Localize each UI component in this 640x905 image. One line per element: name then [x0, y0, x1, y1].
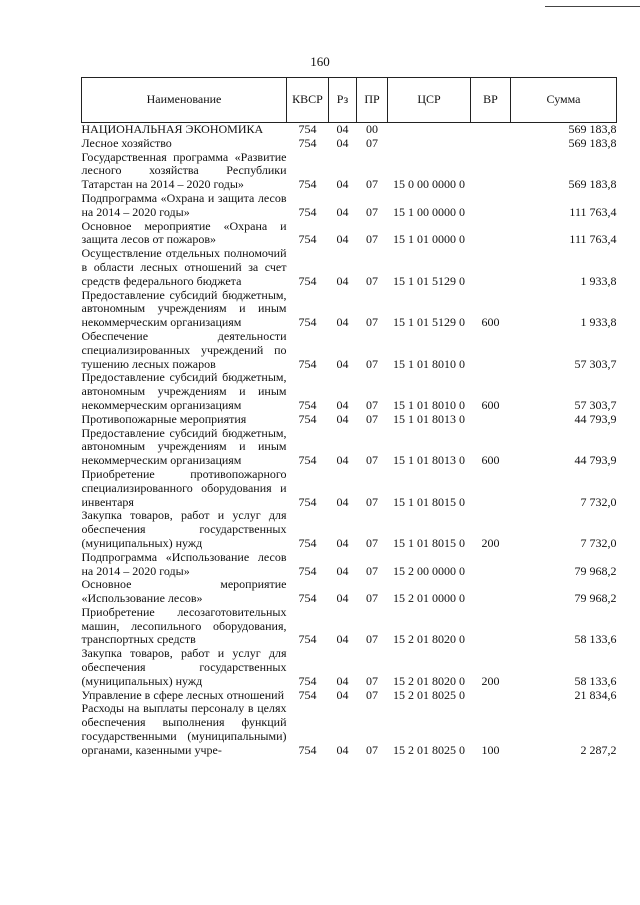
table-header-row	[82, 78, 617, 123]
cell-kvsr: 754	[298, 273, 317, 288]
cell-kvsr: 754	[298, 494, 317, 509]
cell-name: Противопожарные мероприятия	[81, 411, 247, 426]
cell-kvsr: 754	[298, 742, 317, 757]
cell-name: НАЦИОНАЛЬНАЯ ЭКОНОМИКА	[81, 122, 264, 136]
cell-name: Предоставление субсидий бюджетным, автономным учреждениям и иным некоммерческим организациям	[81, 287, 287, 330]
page-number: 160	[310, 54, 330, 69]
cell-name: Обеспечение деятельности специализированных учреждений по тушению лесных пожаров	[81, 328, 287, 371]
cell-csr: 15 1 01 8010 0	[393, 356, 465, 371]
cell-vr: 200	[481, 535, 500, 550]
cell-vr	[471, 689, 511, 703]
cell-pr: 07	[366, 742, 378, 757]
cell-csr: 15 2 01 8025 0	[393, 687, 465, 702]
cell-sum: 111 763,4	[569, 232, 617, 247]
cell-name: Государственная программа «Развитие лесного хозяйства Республики Татарстан на 2014 – 2020 годы»	[81, 149, 287, 192]
cell-sum: 569 183,8	[568, 122, 617, 136]
table-row	[82, 689, 617, 703]
cell-kvsr: 754	[298, 687, 317, 702]
cell-csr: 15 1 01 8013 0	[393, 411, 465, 426]
cell-rz: 04	[336, 122, 349, 136]
cell-vr	[471, 578, 511, 606]
cell-vr	[471, 247, 511, 288]
cell-vr: 100	[481, 742, 500, 757]
cell-rz: 04	[336, 397, 349, 412]
table-row	[82, 702, 617, 757]
cell-kvsr: 754	[298, 397, 317, 412]
cell-sum: 111 763,4	[569, 204, 617, 219]
cell-pr: 07	[366, 315, 378, 330]
top-edge-line	[545, 6, 640, 7]
cell-sum: 2 287,2	[580, 742, 617, 757]
table-row	[82, 427, 617, 468]
cell-vr	[471, 123, 511, 137]
cell-vr	[471, 137, 511, 151]
cell-rz: 04	[336, 563, 349, 578]
cell-rz: 04	[336, 411, 349, 426]
cell-sum: 21 834,6	[574, 687, 617, 702]
cell-pr: 07	[366, 673, 378, 688]
cell-name: Подпрограмма «Охрана и защита лесов на 2014 – 2020 годы»	[81, 190, 287, 219]
cell-pr: 07	[366, 411, 378, 426]
cell-csr: 15 1 00 0000 0	[393, 204, 465, 219]
cell-csr	[388, 137, 471, 151]
header-pr: ПР	[357, 78, 388, 123]
cell-vr: 600	[481, 453, 500, 468]
cell-name: Основное мероприятие «Использование лесов»	[81, 577, 287, 606]
cell-kvsr: 754	[298, 632, 317, 647]
cell-rz: 04	[336, 232, 349, 247]
header-sum: Сумма	[511, 78, 617, 123]
cell-pr: 07	[366, 273, 378, 288]
cell-vr	[471, 551, 511, 579]
cell-sum: 569 183,8	[568, 135, 617, 150]
cell-sum: 1 933,8	[580, 315, 617, 330]
table-row	[82, 123, 617, 137]
header-name: Наименование	[82, 78, 287, 123]
cell-vr	[471, 192, 511, 220]
table-row	[82, 192, 617, 220]
cell-vr: 600	[481, 397, 500, 412]
cell-vr	[471, 220, 511, 248]
cell-sum: 1 933,8	[580, 273, 617, 288]
cell-pr: 07	[366, 204, 378, 219]
cell-pr: 07	[366, 453, 378, 468]
cell-sum: 57 303,7	[574, 356, 617, 371]
cell-vr: 200	[481, 673, 500, 688]
table-row	[82, 247, 617, 288]
budget-table	[81, 77, 617, 758]
cell-pr: 07	[366, 591, 378, 606]
cell-name: Лесное хозяйство	[81, 135, 172, 150]
cell-pr: 07	[366, 135, 378, 150]
cell-csr: 15 1 01 5129 0	[393, 315, 465, 330]
cell-vr	[471, 468, 511, 509]
cell-csr	[388, 123, 471, 137]
cell-rz: 04	[336, 494, 349, 509]
cell-csr: 15 1 01 8015 0	[393, 535, 465, 550]
cell-pr: 07	[366, 177, 378, 192]
cell-vr	[471, 151, 511, 192]
cell-name: Расходы на выплаты персоналу в целях обеспечения выполнения функций государственными (муниципальными) органами, казенными учре-	[81, 701, 287, 757]
cell-csr: 15 2 01 0000 0	[393, 591, 465, 606]
cell-sum: 79 968,2	[574, 563, 617, 578]
cell-rz: 04	[336, 315, 349, 330]
cell-name: Управление в сфере лесных отношений	[81, 687, 285, 702]
table-row	[82, 551, 617, 579]
table-row	[82, 647, 617, 688]
cell-rz: 04	[336, 673, 349, 688]
table-row	[82, 413, 617, 427]
cell-pr: 07	[366, 494, 378, 509]
cell-pr: 07	[366, 356, 378, 371]
table-row	[82, 137, 617, 151]
cell-kvsr: 754	[298, 563, 317, 578]
cell-rz: 04	[336, 135, 349, 150]
table-row	[82, 509, 617, 550]
cell-pr: 07	[366, 535, 378, 550]
cell-kvsr: 754	[298, 453, 317, 468]
cell-rz: 04	[336, 204, 349, 219]
cell-csr: 15 0 00 0000 0	[393, 177, 465, 192]
cell-rz: 04	[336, 687, 349, 702]
cell-sum: 569 183,8	[568, 177, 617, 192]
cell-sum: 44 793,9	[574, 453, 617, 468]
cell-vr	[471, 606, 511, 647]
cell-kvsr: 754	[298, 535, 317, 550]
table-row	[82, 578, 617, 606]
cell-name: Закупка товаров, работ и услуг для обеспечения государственных (муниципальных) нужд	[81, 508, 287, 550]
cell-sum: 58 133,6	[574, 632, 617, 647]
cell-pr: 07	[366, 687, 378, 702]
cell-vr	[471, 413, 511, 427]
cell-name: Основное мероприятие «Охрана и защита лесов от пожаров»	[81, 218, 287, 247]
cell-rz: 04	[336, 177, 349, 192]
cell-kvsr: 754	[298, 232, 317, 247]
cell-sum: 7 732,0	[580, 535, 617, 550]
cell-name: Предоставление субсидий бюджетным, автономным учреждениям и иным некоммерческим организациям	[81, 425, 287, 468]
cell-csr: 15 2 01 8020 0	[393, 632, 465, 647]
cell-kvsr: 754	[298, 204, 317, 219]
cell-vr	[471, 330, 511, 371]
cell-csr: 15 1 01 0000 0	[393, 232, 465, 247]
cell-sum: 58 133,6	[574, 673, 617, 688]
cell-sum: 79 968,2	[574, 591, 617, 606]
cell-name: Приобретение противопожарного специализированного оборудования и инвентаря	[81, 466, 287, 509]
cell-csr: 15 2 01 8025 0	[393, 742, 465, 757]
table-row	[82, 330, 617, 371]
cell-pr: 00	[366, 122, 378, 136]
cell-rz: 04	[336, 273, 349, 288]
cell-name: Подпрограмма «Использование лесов на 2014 – 2020 годы»	[81, 549, 287, 578]
cell-kvsr: 754	[298, 411, 317, 426]
cell-csr: 15 2 00 0000 0	[393, 563, 465, 578]
cell-pr: 07	[366, 632, 378, 647]
cell-name: Приобретение лесозаготовительных машин, лесопильного оборудования, транспортных средств	[81, 604, 287, 647]
table-row	[82, 151, 617, 192]
cell-sum: 7 732,0	[580, 494, 617, 509]
cell-kvsr: 754	[298, 315, 317, 330]
header-vr: ВР	[471, 78, 511, 123]
cell-kvsr: 754	[298, 177, 317, 192]
cell-pr: 07	[366, 563, 378, 578]
cell-pr: 07	[366, 232, 378, 247]
cell-rz: 04	[336, 453, 349, 468]
cell-csr: 15 1 01 5129 0	[393, 273, 465, 288]
table-row	[82, 220, 617, 248]
cell-rz: 04	[336, 535, 349, 550]
table-row	[82, 289, 617, 330]
header-kvsr: КВСР	[287, 78, 329, 123]
cell-kvsr: 754	[298, 591, 317, 606]
cell-rz: 04	[336, 356, 349, 371]
cell-csr: 15 1 01 8013 0	[393, 453, 465, 468]
cell-vr: 600	[481, 315, 500, 330]
cell-kvsr: 754	[298, 673, 317, 688]
header-rz: Рз	[329, 78, 357, 123]
cell-name: Закупка товаров, работ и услуг для обеспечения государственных (муниципальных) нужд	[81, 646, 287, 688]
table-row	[82, 606, 617, 647]
table-row	[82, 371, 617, 412]
cell-name: Предоставление субсидий бюджетным, автономным учреждениям и иным некоммерческим организациям	[81, 370, 287, 412]
cell-rz: 04	[336, 591, 349, 606]
cell-kvsr: 754	[298, 122, 317, 136]
table-row	[82, 468, 617, 509]
cell-name: Осуществление отдельных полномочий в области лесных отношений за счет средств федерального бюджета	[81, 246, 287, 288]
cell-rz: 04	[336, 742, 349, 757]
cell-csr: 15 1 01 8010 0	[393, 397, 465, 412]
cell-rz: 04	[336, 632, 349, 647]
cell-pr: 07	[366, 397, 378, 412]
cell-csr: 15 1 01 8015 0	[393, 494, 465, 509]
cell-csr: 15 2 01 8020 0	[393, 673, 465, 688]
cell-kvsr: 754	[298, 135, 317, 150]
cell-kvsr: 754	[298, 356, 317, 371]
cell-sum: 57 303,7	[574, 397, 617, 412]
table-body	[82, 123, 617, 758]
cell-sum: 44 793,9	[574, 411, 617, 426]
header-csr: ЦСР	[388, 78, 471, 123]
